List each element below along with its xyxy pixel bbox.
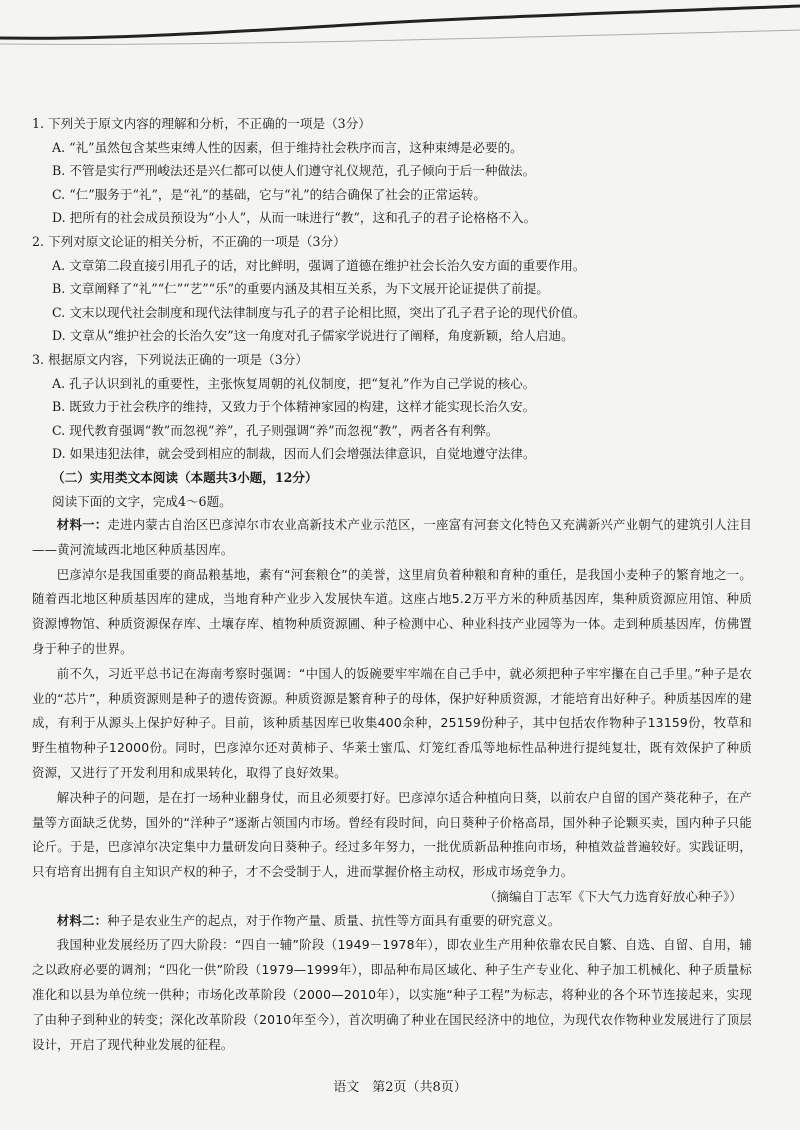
- scan-top-edge: [0, 0, 800, 60]
- material-1-paragraph: 巴彦淖尔是我国重要的商品粮基地，素有“河套粮仓”的美誉，这里肩负着种粮和育种的重任，是我国小麦种子的繁育地之一。随着西北地区种质基因库的建成，当地育种产业步入发展快车道。这座占地5.2万平方米的种质基因库，集种质资源应用馆、种质资源博物馆、种质资源保存库、土壤存库、植物种质资源圃、种子检测中心、种业科技产业园等为一体。走到种质基因库，仿佛置身于种子的世界。: [32, 566, 752, 657]
- question-stem: 1. 下列关于原文内容的理解和分析，不正确的一项是（3分）: [32, 116, 371, 131]
- option-d: D. 如果违犯法律，就会受到相应的制裁，因而人们会增强法律意识，自觉地遵守法律。: [52, 446, 536, 462]
- option-b: B. 文章阐释了“礼”“仁”“艺”“乐”的重要内涵及其相互关系，为下文展开论证提供了前提。: [52, 281, 549, 297]
- option-a: A. 孔子认识到礼的重要性，主张恢复周朝的礼仪制度，把“复礼”作为自己学说的核心。: [52, 375, 536, 391]
- material-1-paragraph: 解决种子的问题，是在打一场种业翻身仗，而且必须要打好。巴彦淖尔适合种植向日葵，以前农户自留的国产葵花种子，在产量等方面缺乏优势，国外的“洋种子”逐渐占领国内市场。曾经有段时间，向日葵种子价格高昂，国外种子论颗买卖，国内种子只能论斤。于是，巴彦淖尔决定集中力量研发向日葵种子。经过多年努力，一批优质新品种推向市场，种植效益普遍较好。实践证明，只有培育出拥有自主知识产权的种子，才不会受制于人，进而掌握价格主动权，形成市场竞争力。: [32, 789, 752, 880]
- option-c: C. 现代教育强调“教”而忽视“养”，孔子则强调“养”而忽视“教”，两者各有利弊。: [52, 422, 499, 438]
- question-2: [32, 230, 752, 348]
- option-b: B. 不管是实行严刑峻法还是兴仁都可以使人们遵守礼仪规范，孔子倾向于后一种做法。: [52, 163, 536, 179]
- option-c: C. 文末以现代社会制度和现代法律制度与孔子的君子论相比照，突出了孔子君子论的现代价值。: [52, 304, 586, 320]
- exam-content: [32, 112, 752, 1057]
- section-instruction: 阅读下面的文字，完成4～6题。: [52, 493, 232, 509]
- question-1: [32, 112, 752, 230]
- option-a: A. “礼”虽然包含某些束缚人性的因素，但于维持社会秩序而言，这种束缚是必要的。: [52, 139, 523, 155]
- material-1: [32, 513, 752, 909]
- material-2: [32, 909, 752, 1058]
- question-stem: 3. 根据原文内容，下列说法正确的一项是（3分）: [32, 351, 308, 367]
- material-2-intro: [32, 909, 752, 934]
- question-stem: 2. 下列对原文论证的相关分析，不正确的一项是（3分）: [32, 233, 346, 249]
- option-d: D. 文章从“维护社会的长治久安”这一角度对孔子儒家学说进行了阐释，角度新颖，给人启迪。: [52, 328, 574, 344]
- material-1-paragraph: 前不久，习近平总书记在海南考察时强调：“中国人的饭碗要牢牢端在自己手中，就必须把种子牢牢攥在自己手里。”种子是农业的“芯片”，种质资源则是种子的遗传资源。种质资源是繁育种子的母体，保护好种质资源，才能培育出好种子。种质基因库的建成，有利于从源头上保护好种子。目前，该种质基因库已收集400余种，25159份种子，其中包括农作物种子13159份，牧草和野生植物种子12000份。同时，巴彦淖尔还对黄柿子、华莱士蜜瓜、灯笼红香瓜等地标性品种进行提纯复壮，既有效保护了种质资源，又进行了开发利用和成果转化，取得了良好效果。: [32, 665, 752, 781]
- material-1-label: 材料一：: [56, 517, 108, 533]
- material-2-label: 材料二：: [56, 912, 108, 928]
- material-1-source: （摘编自丁志军《下大气力选育好放心种子》）: [483, 889, 742, 905]
- option-b: B. 既致力于社会秩序的维持，又致力于个体精神家园的构建，这样才能实现长治久安。: [52, 399, 536, 415]
- material-2-first: 种子是农业生产的起点，对于作物产量、质量、抗性等方面具有重要的研究意义。: [107, 912, 561, 928]
- option-a: A. 文章第二段直接引用孔子的话，对比鲜明，强调了道德在维护社会长治久安方面的重要作用。: [52, 257, 586, 273]
- question-3: [32, 348, 752, 466]
- option-c: C. “仁”服务于“礼”，是“礼”的基础，它与“礼”的结合确保了社会的正常运转。: [52, 186, 486, 202]
- option-d: D. 把所有的社会成员预设为“小人”，从而一味进行“教”，这和孔子的君子论格格不入。: [52, 210, 537, 226]
- page-footer: 语文 第2页（共8页）: [333, 1080, 467, 1095]
- material-2-paragraph: 我国种业发展经历了四大阶段：“四自一辅”阶段（1949－1978年），即农业生产用种依靠农民自繁、自选、自留、自用，辅之以政府必要的调剂；“四化一供”阶段（1979—1999年），即品种布局区域化、种子生产专业化、种子加工机械化、种子质量标准化和以县为单位统一供种；市场化改革阶段（2000—2010年），以实施“种子工程”为标志，将种业的各个环节连接起来，实现了由种子到种业的转变；深化改革阶段（2010年至今），首次明确了种业在国民经济中的地位，为现代农作物种业发展进行了顶层设计，开启了现代种业发展的征程。: [32, 937, 752, 1052]
- section-heading: （二）实用类文本阅读（本题共3小题，12分）: [52, 469, 318, 485]
- material-1-intro: [32, 513, 752, 563]
- material-1-first: 走进内蒙古自治区巴彦淖尔市农业高新技术产业示范区，一座富有河套文化特色又充满新兴产业朝气的建筑引人注目——黄河流域西北地区种质基因库。: [32, 517, 752, 557]
